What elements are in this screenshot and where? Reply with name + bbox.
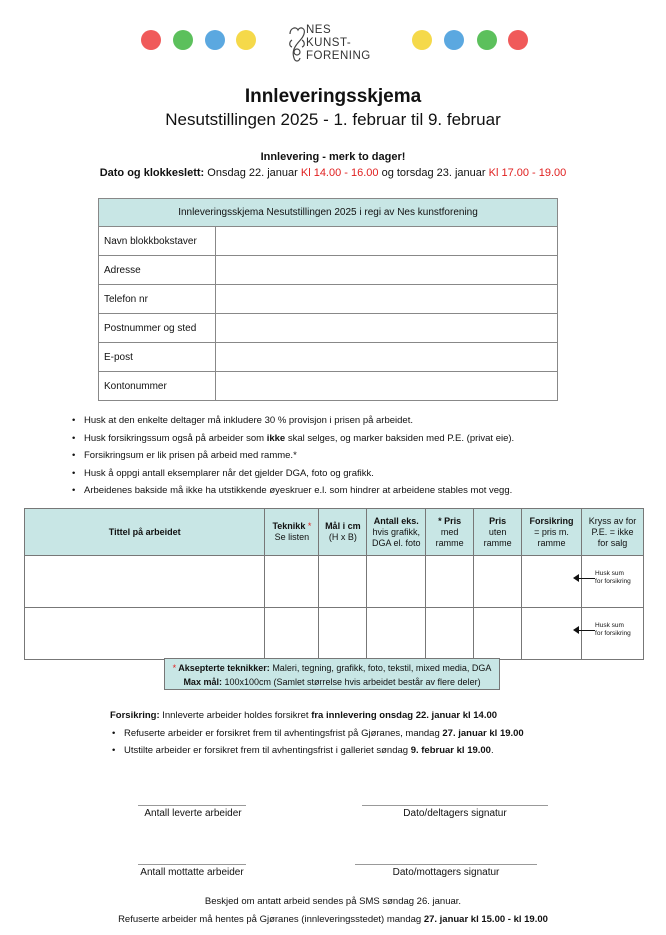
technique-cell[interactable] <box>265 608 319 660</box>
page-title: Innleveringsskjema <box>244 86 422 107</box>
registration-form-header: Innleveringsskjema Nesutstillingen 2025 i regi av Nes kunstforening <box>99 199 558 227</box>
arrow-head-icon <box>573 574 579 582</box>
insurance-reminder: Husk sum for forsikring <box>583 568 642 596</box>
count-cell[interactable] <box>367 608 426 660</box>
private-cell[interactable] <box>582 556 644 608</box>
technique-cell[interactable] <box>265 556 319 608</box>
private-cell[interactable] <box>582 608 644 660</box>
list-item: • Utstilte arbeider er forsikret frem til avhentingsfrist i galleriet søndag 9. februar kl 19.00. <box>110 742 524 759</box>
decor-dot-blue <box>444 30 464 50</box>
col-header-size: Mål i cm (H x B) <box>319 509 367 556</box>
insurance-info: Forsikring: Innleverte arbeider holdes forsikret fra innlevering onsdag 22. januar kl 14.00 <box>110 710 498 721</box>
decor-dot-yellow <box>412 30 432 50</box>
title-cell[interactable] <box>25 608 265 660</box>
delivery-notice: Innlevering - merk to dager! <box>260 151 406 163</box>
insurance-list <box>110 725 524 759</box>
table-row <box>25 608 644 660</box>
delivery-dates: Dato og klokkeslett: Onsdag 22. januar Kl 14.00 - 16.00 og torsdag 23. januar Kl 17.00 - 19.00 <box>99 167 567 179</box>
list-item: • Refuserte arbeider er forsikret frem til avhentingsfrist på Gjøranes, mandag 27. januar kl 19.00 <box>110 725 524 742</box>
artworks-table <box>24 508 644 660</box>
insurance-reminder: Husk sum for forsikring <box>583 620 642 648</box>
logo-wordmark: NES KUNST- FORENING <box>306 24 371 62</box>
count-cell[interactable] <box>367 556 426 608</box>
decor-dot-yellow <box>236 30 256 50</box>
signature-line[interactable] <box>138 805 246 806</box>
footer-sms-note: Beskjed om antatt arbeid sendes på SMS søndag 26. januar. <box>204 896 462 907</box>
delivered-count-label: Antall leverte arbeider <box>144 808 242 819</box>
price-frame-cell[interactable] <box>426 556 474 608</box>
decor-dot-blue <box>205 30 225 50</box>
postcode-field[interactable] <box>216 314 558 343</box>
col-header-private: Kryss av for P.E. = ikke for salg <box>582 509 644 556</box>
email-field[interactable] <box>216 343 558 372</box>
phone-field[interactable] <box>216 285 558 314</box>
receiver-signature-label: Dato/mottagers signatur <box>392 867 500 878</box>
account-number-field[interactable] <box>216 372 558 401</box>
col-header-price-noframe: Pris uten ramme <box>474 509 522 556</box>
table-row <box>25 556 644 608</box>
col-header-technique: Teknikk * Se listen <box>265 509 319 556</box>
instructions-list <box>70 412 514 500</box>
list-item: • Forsikringsum er lik prisen på arbeid med ramme.* <box>70 447 514 465</box>
list-item: • Arbeidenes bakside må ikke ha utstikkende øyeskruer e.l. som hindrer at arbeidene stables mot vegg. <box>70 482 514 500</box>
decor-dot-red <box>508 30 528 50</box>
col-header-title: Tittel på arbeidet <box>25 509 265 556</box>
field-label-account: Kontonummer <box>99 372 216 401</box>
field-label-phone: Telefon nr <box>99 285 216 314</box>
decor-dot-green <box>173 30 193 50</box>
col-header-count: Antall eks. hvis grafikk, DGA el. foto <box>367 509 426 556</box>
field-label-email: E-post <box>99 343 216 372</box>
insurance-cell[interactable] <box>522 556 582 608</box>
size-cell[interactable] <box>319 608 367 660</box>
title-cell[interactable] <box>25 556 265 608</box>
field-label-address: Adresse <box>99 256 216 285</box>
signature-line[interactable] <box>355 864 537 865</box>
list-item: • Husk å oppgi antall eksemplarer når det gjelder DGA, foto og grafikk. <box>70 465 514 483</box>
received-count-label: Antall mottatte arbeider <box>140 867 244 878</box>
address-field[interactable] <box>216 256 558 285</box>
list-item: • Husk at den enkelte deltager må inkludere 30 % provisjon i prisen på arbeidet. <box>70 412 514 430</box>
price-noframe-cell[interactable] <box>474 556 522 608</box>
col-header-insurance: Forsikring = pris m. ramme <box>522 509 582 556</box>
name-field[interactable] <box>216 227 558 256</box>
field-label-postcode: Postnummer og sted <box>99 314 216 343</box>
page-subtitle: Nesutstillingen 2025 - 1. februar til 9. februar <box>165 110 501 129</box>
decor-dot-red <box>141 30 161 50</box>
accepted-techniques-box: * Aksepterte teknikker: Maleri, tegning, grafikk, foto, tekstil, mixed media, DGA Max mål: 100x100cm (Samlet størrelse hvis arbeidet består av flere deler) <box>164 658 500 690</box>
decor-dot-green <box>477 30 497 50</box>
footer-pickup-note: Refuserte arbeider må hentes på Gjøranes (innleveringsstedet) mandag 27. januar kl 15.00 - kl 19.00 <box>118 914 548 925</box>
col-header-price-frame: * Pris med ramme <box>426 509 474 556</box>
registration-form <box>98 198 558 401</box>
signature-line[interactable] <box>362 805 548 806</box>
arrow-head-icon <box>573 626 579 634</box>
field-label-name: Navn blokkbokstaver <box>99 227 216 256</box>
insurance-cell[interactable] <box>522 608 582 660</box>
participant-signature-label: Dato/deltagers signatur <box>403 808 507 819</box>
list-item: • Husk forsikringssum også på arbeider som ikke skal selges, og marker baksiden med P.E. (privat eie). <box>70 430 514 448</box>
signature-line[interactable] <box>138 864 246 865</box>
size-cell[interactable] <box>319 556 367 608</box>
price-noframe-cell[interactable] <box>474 608 522 660</box>
price-frame-cell[interactable] <box>426 608 474 660</box>
